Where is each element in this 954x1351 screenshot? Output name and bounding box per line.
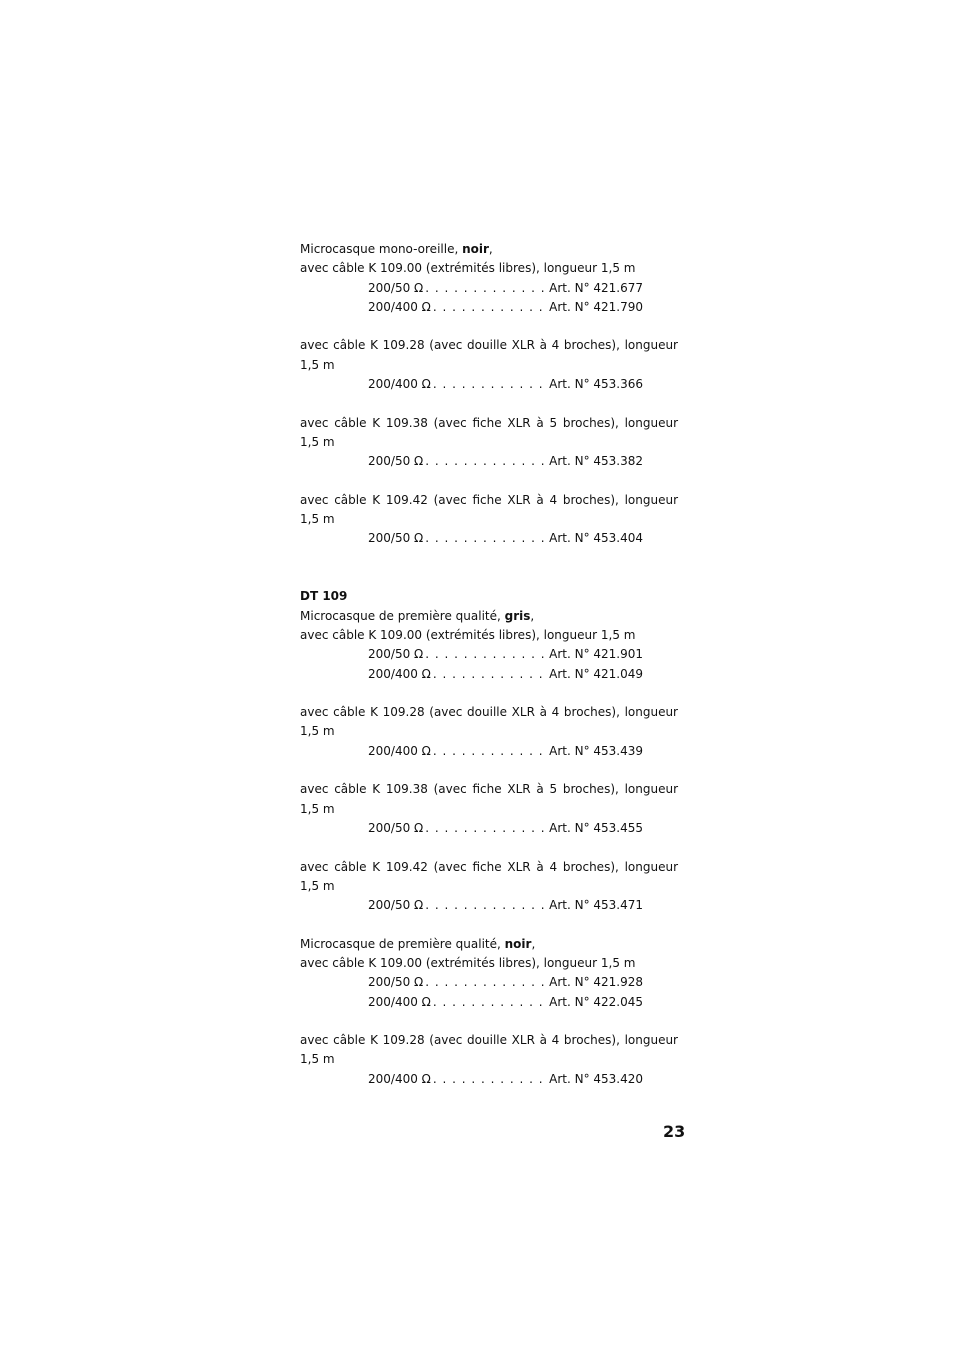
dot-leader: [425, 452, 547, 471]
document-body: [300, 240, 678, 1089]
article-number: Art. N° 421.901: [549, 647, 643, 662]
section2-cable-line: avec câble K 109.00 (extrémités libres), longueur 1,5 m: [300, 627, 636, 642]
section1-block4-text: avec câble K 109.42 (avec fiche XLR à 4 broches), longueur 1,5 m: [300, 492, 678, 527]
header-color: noir: [504, 936, 532, 951]
header-text: Microcasque de première qualité,: [300, 936, 505, 951]
section3-cable-line: avec câble K 109.00 (extrémités libres), longueur 1,5 m: [300, 955, 636, 970]
section2-header: [300, 607, 678, 626]
article-number: Art. N° 453.366: [549, 377, 643, 392]
section2-block4-text: avec câble K 109.42 (avec fiche XLR à 4 broches), longueur 1,5 m: [300, 859, 678, 893]
section1-header: [300, 240, 678, 259]
article-number: Art. N° 453.420: [549, 1071, 643, 1086]
impedance: 200/400 Ω: [368, 299, 431, 314]
section1-cable-line: avec câble K 109.00 (extrémités libres), longueur 1,5 m: [300, 261, 636, 276]
article-number: Art. N° 453.404: [549, 531, 643, 546]
header-end: ,: [531, 936, 536, 951]
article-entry: [368, 279, 643, 298]
article-entry: [368, 973, 643, 992]
article-entry: [368, 742, 643, 761]
header-color: gris: [504, 608, 531, 623]
article-number: Art. N° 421.790: [549, 299, 643, 314]
impedance: 200/50 Ω: [368, 647, 424, 662]
article-entry: [368, 993, 643, 1012]
article-entry: [368, 375, 643, 394]
model-heading: DT 109: [300, 589, 348, 604]
header-end: ,: [488, 242, 493, 256]
section1-block2-text: avec câble K 109.28 (avec douille XLR à 4 broches), longueur 1,5 m: [300, 338, 678, 372]
article-entry: [368, 819, 643, 838]
dot-leader: [433, 375, 547, 394]
article-entry: [368, 645, 643, 664]
article-entry: [368, 529, 643, 548]
section2-block2-text: avec câble K 109.28 (avec douille XLR à 4 broches), longueur 1,5 m: [300, 705, 678, 739]
article-number: Art. N° 453.455: [549, 820, 643, 835]
article-number: Art. N° 421.928: [549, 975, 643, 990]
section3-header: [300, 935, 678, 954]
dot-leader: [425, 896, 547, 915]
article-number: Art. N° 453.439: [549, 743, 643, 758]
dot-leader: [425, 973, 547, 992]
article-number: Art. N° 453.382: [549, 454, 643, 469]
impedance: 200/400 Ω: [368, 743, 431, 758]
dot-leader: [425, 529, 547, 548]
impedance: 200/50 Ω: [368, 280, 424, 295]
impedance: 200/50 Ω: [368, 454, 424, 469]
impedance: 200/50 Ω: [368, 820, 424, 835]
dot-leader: [433, 1070, 547, 1089]
article-number: Art. N° 422.045: [549, 994, 643, 1009]
dot-leader: [425, 819, 547, 838]
article-number: Art. N° 421.677: [549, 280, 643, 295]
dot-leader: [433, 993, 547, 1012]
dot-leader: [433, 742, 547, 761]
impedance: 200/400 Ω: [368, 666, 431, 681]
dot-leader: [425, 279, 547, 298]
header-end: ,: [530, 608, 535, 623]
impedance: 200/50 Ω: [368, 975, 424, 990]
article-entry: [368, 1070, 643, 1089]
article-entry: [368, 452, 643, 471]
impedance: 200/400 Ω: [368, 377, 431, 392]
impedance: 200/50 Ω: [368, 531, 424, 546]
header-color: noir: [462, 242, 489, 256]
dot-leader: [433, 298, 547, 317]
section2-block3-text: avec câble K 109.38 (avec fiche XLR à 5 broches), longueur 1,5 m: [300, 782, 678, 816]
article-entry: [368, 896, 643, 915]
article-entry: [368, 298, 643, 317]
header-text: Microcasque de première qualité,: [300, 608, 505, 623]
article-number: Art. N° 421.049: [549, 666, 643, 681]
header-text: Microcasque mono-oreille,: [300, 242, 463, 256]
impedance: 200/400 Ω: [368, 994, 431, 1009]
impedance: 200/400 Ω: [368, 1071, 431, 1086]
article-number: Art. N° 453.471: [549, 898, 643, 913]
article-entry: [368, 665, 643, 684]
section3-block2-text: avec câble K 109.28 (avec douille XLR à 4 broches), longueur 1,5 m: [300, 1033, 678, 1067]
dot-leader: [433, 665, 547, 684]
section1-block3-text: avec câble K 109.38 (avec fiche XLR à 5 broches), longueur 1,5 m: [300, 415, 678, 449]
page-number: 23: [663, 1122, 686, 1141]
dot-leader: [425, 645, 547, 664]
impedance: 200/50 Ω: [368, 898, 424, 913]
